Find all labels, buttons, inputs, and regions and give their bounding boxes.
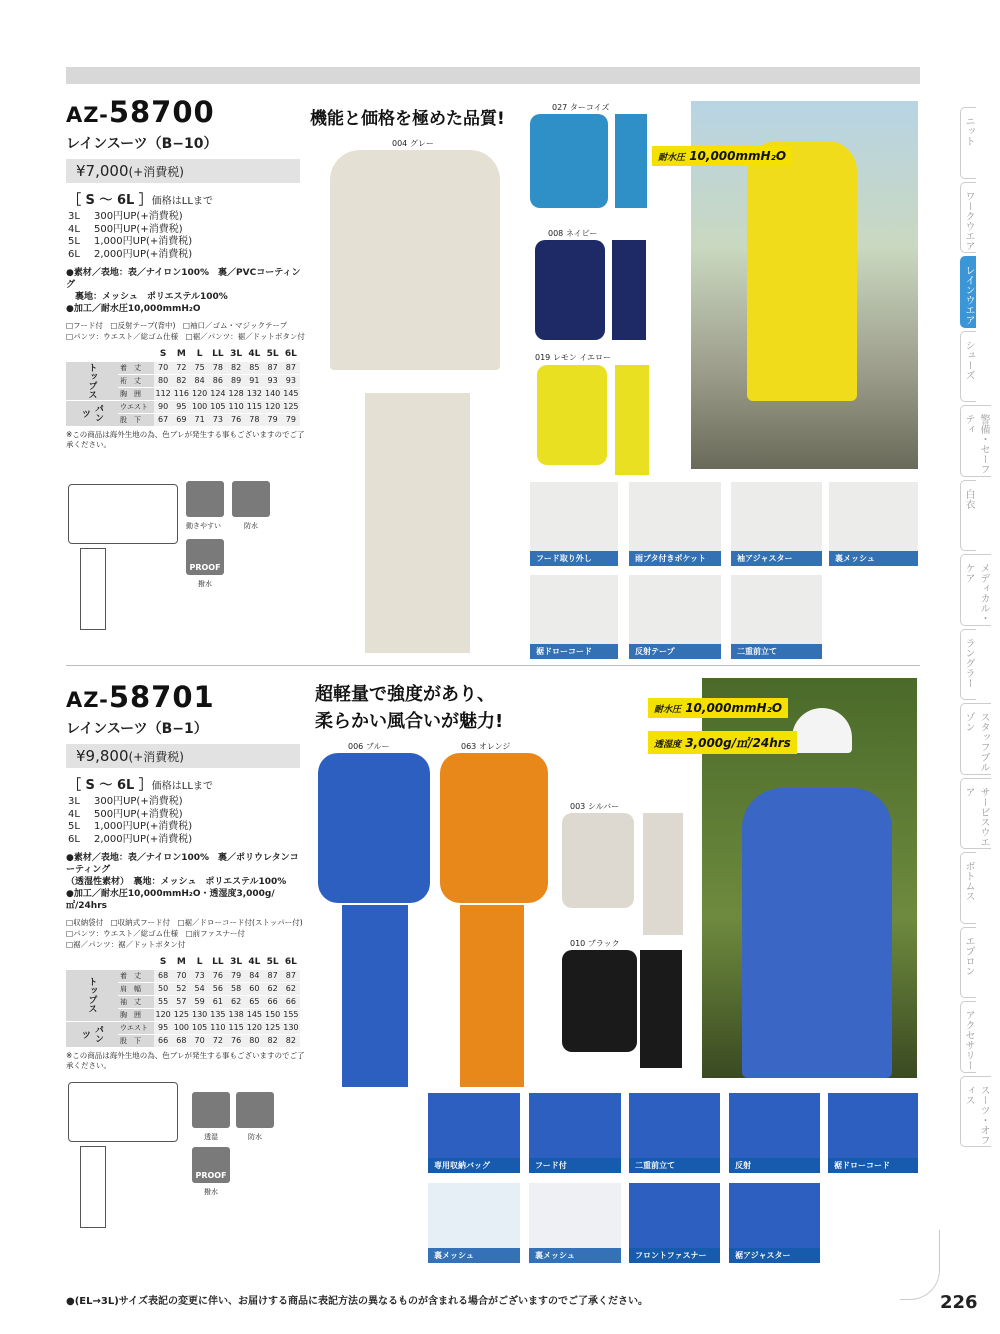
size-header: 5L <box>264 348 282 361</box>
size-header-row <box>66 348 300 361</box>
detail-caption: 反射テープ <box>629 644 721 659</box>
upcharge-size: 4L <box>68 808 80 820</box>
stretch-icon <box>186 481 224 517</box>
detail-thumb <box>629 482 721 566</box>
detail-caption: 反射 <box>729 1158 820 1173</box>
size-cell: 73 <box>209 413 227 426</box>
detail-caption: 二重前立て <box>731 644 822 659</box>
navy-jacket-photo <box>535 240 605 340</box>
detail-thumb <box>530 482 618 566</box>
upcharge-list <box>66 796 306 846</box>
price-bar: ¥9,800(+消費税) <box>66 744 300 768</box>
size-table <box>66 956 300 1048</box>
black-pants-photo <box>640 950 682 1068</box>
size-range: ［ S ～ 6L ］価格はLLまで <box>68 778 213 793</box>
model-number: AZ-58701 <box>66 680 215 714</box>
size-cell: 80 <box>154 374 172 387</box>
detail-caption: 袖アジャスター <box>731 551 822 566</box>
detail-thumb <box>529 1183 621 1263</box>
size-header: 6L <box>282 956 300 969</box>
detail-thumb <box>428 1093 520 1173</box>
size-cell: 110 <box>210 1023 226 1032</box>
size-header-blank <box>118 348 154 361</box>
size-cell: 87 <box>282 361 300 374</box>
yellow-jacket-photo <box>537 365 607 465</box>
size-cell: 87 <box>282 969 300 982</box>
option-line: □裾／パンツ：裾／ドットボタン付 <box>66 940 186 949</box>
size-header: 3L <box>227 956 245 969</box>
breathability-badge: 透湿度 3,000g/㎡/24hrs <box>648 731 797 754</box>
size-cell: 76 <box>227 413 245 426</box>
size-cell: 79 <box>282 413 300 426</box>
section-divider <box>66 665 920 666</box>
size-cell: 130 <box>283 1023 299 1032</box>
page-corner-curve <box>900 1230 940 1300</box>
size-cell: 72 <box>172 361 190 374</box>
size-row-label: 袖 丈 <box>118 995 154 1008</box>
sidenav-tab-2[interactable]: レインウエア <box>960 256 976 328</box>
footer-note: ●(EL→3L)サイズ表記の変更に伴い、お届けする商品に表記方法の異なるものが含まれる場合がございますのでご了承ください。 <box>66 1296 648 1307</box>
upcharge-size: 5L <box>68 821 80 832</box>
size-cell: 145 <box>283 389 299 398</box>
sidenav-tab-5[interactable]: 白衣 <box>960 480 976 552</box>
breathable-label: 透湿 <box>204 1133 218 1141</box>
product-2-info <box>66 680 306 1071</box>
sidenav-tab-3[interactable]: シューズ <box>960 331 976 403</box>
upcharge-size: 4L <box>68 223 80 235</box>
feature-line: ●加工／耐水圧10,000mmH₂O <box>66 304 201 314</box>
size-cell: 138 <box>228 1010 244 1019</box>
size-cell: 65 <box>245 995 263 1008</box>
feature-line: ●加工／耐水圧10,000mmH₂O・透湿度3,000g/㎡/24hrs <box>66 889 275 911</box>
upcharge-size: 5L <box>68 236 80 247</box>
color-label-004: 004 グレー <box>392 139 434 148</box>
size-row <box>66 1021 300 1034</box>
detail-caption: 二重前立て <box>629 1158 720 1173</box>
upcharge-value: 500円UP(+消費税) <box>94 808 183 820</box>
waterproof-icon <box>236 1092 274 1128</box>
orange-jacket-photo <box>440 753 548 903</box>
yellow-pants-photo <box>615 365 649 475</box>
upcharge-size: 6L <box>68 833 80 845</box>
size-group: パンツ <box>66 400 118 426</box>
detail-thumb <box>829 482 918 566</box>
size-cell: 120 <box>191 389 208 398</box>
size-cell: 68 <box>172 1034 190 1047</box>
product-name: レインスーツ（B−10） <box>66 136 218 152</box>
size-header-blank <box>66 956 118 969</box>
size-row-label: 胸 囲 <box>118 387 154 400</box>
size-row-label: 胸 囲 <box>118 1008 154 1021</box>
detail-thumb <box>530 575 618 659</box>
upcharge-value: 2,000円UP(+消費税) <box>94 248 193 260</box>
size-cell: 90 <box>154 400 172 413</box>
detail-caption: 裾ドローコード <box>828 1158 918 1173</box>
size-cell: 62 <box>227 995 245 1008</box>
size-header: L <box>191 956 209 969</box>
sidenav-tab-13[interactable]: スーツ・オフィス <box>960 1076 991 1148</box>
sidenav-tab-8[interactable]: スタッフブルゾン <box>960 703 991 775</box>
size-cell: 60 <box>245 982 263 995</box>
size-row-label: 肩 幅 <box>118 982 154 995</box>
detail-caption: フード付 <box>529 1158 621 1173</box>
size-cell: 61 <box>209 995 227 1008</box>
size-cell: 58 <box>227 982 245 995</box>
size-row <box>66 400 300 413</box>
size-row-label: ウエスト <box>118 400 154 413</box>
size-cell: 78 <box>245 413 263 426</box>
upcharge-size: 3L <box>68 796 80 807</box>
gray-jacket-photo <box>330 150 500 370</box>
size-row-label: ウエスト <box>118 1021 154 1034</box>
size-range: ［ S ～ 6L ］価格はLLまで <box>68 193 213 208</box>
product-name: レインスーツ（B−1） <box>66 721 208 737</box>
option-line: □パンツ：ウエスト／総ゴム仕様 □裾／パンツ：裾／ドットボタン付 <box>66 332 305 341</box>
size-cell: 76 <box>209 969 227 982</box>
size-header: 5L <box>264 956 282 969</box>
upcharge-value: 300円UP(+消費税) <box>94 211 183 222</box>
size-cell: 76 <box>227 1034 245 1047</box>
size-header-blank <box>118 956 154 969</box>
detail-thumb <box>529 1093 621 1173</box>
catchphrase-line-1: 超軽量で強度があり、 <box>315 684 495 705</box>
pants-sketch <box>80 1146 106 1228</box>
feature-line: ●素材／表地：表／ナイロン100% 裏／PVCコーティング <box>66 268 301 290</box>
size-header: M <box>172 348 190 361</box>
sidenav-tab-10[interactable]: ボトムス <box>960 852 976 924</box>
size-cell: 82 <box>172 374 190 387</box>
sidenav-tab-12[interactable]: アクセサリー <box>960 1001 976 1073</box>
size-cell: 59 <box>191 995 209 1008</box>
sidenav-tab-6[interactable]: メディカル・ケア <box>960 554 991 626</box>
size-header: LL <box>209 348 227 361</box>
color-label-006: 006 ブルー <box>348 742 390 751</box>
catchphrase: 機能と価格を極めた品質! <box>310 109 505 129</box>
jacket-sketch <box>68 1082 178 1142</box>
size-cell: 120 <box>155 1010 171 1019</box>
color-label-019: 019 レモン イエロー <box>535 353 612 362</box>
size-cell: 82 <box>282 1034 300 1047</box>
upcharge-value: 500円UP(+消費税) <box>94 223 183 235</box>
sidenav-tab-0[interactable]: ニット <box>960 107 976 179</box>
size-header-row <box>66 956 300 969</box>
upcharge-row <box>68 821 306 834</box>
size-row <box>66 361 300 374</box>
size-cell: 62 <box>264 982 282 995</box>
size-cell: 84 <box>191 374 209 387</box>
size-cell: 66 <box>282 995 300 1008</box>
size-header: 4L <box>245 348 263 361</box>
detail-thumb <box>428 1183 520 1263</box>
proof-label: 撥水 <box>198 580 212 588</box>
size-cell: 124 <box>210 389 226 398</box>
size-cell: 95 <box>154 1021 172 1034</box>
color-label-063: 063 オレンジ <box>461 742 511 751</box>
detail-caption: 裏メッシュ <box>529 1248 621 1263</box>
orange-pants-photo <box>460 905 524 1087</box>
size-cell: 125 <box>283 402 299 411</box>
catchphrase-line-2: 柔らかい風合いが魅力! <box>315 711 504 732</box>
waterproof-label: 防水 <box>244 522 258 530</box>
upcharge-row <box>68 796 306 809</box>
detail-caption: 専用収納バッグ <box>428 1158 520 1173</box>
size-cell: 116 <box>173 389 190 398</box>
jacket-sketch <box>68 484 178 544</box>
size-cell: 66 <box>264 995 282 1008</box>
size-cell: 150 <box>264 1010 281 1019</box>
size-cell: 70 <box>154 361 172 374</box>
size-cell: 62 <box>282 982 300 995</box>
size-cell: 67 <box>154 413 172 426</box>
upcharge-value: 1,000円UP(+消費税) <box>94 821 193 832</box>
detail-caption: 裏メッシュ <box>829 551 918 566</box>
size-cell: 85 <box>245 361 263 374</box>
gray-pants-photo <box>365 393 470 653</box>
water-pressure-badge: 耐水圧 10,000mmH₂O <box>648 698 788 718</box>
sidenav-tab-1[interactable]: ワークウエア <box>960 182 976 254</box>
detail-caption: 裏メッシュ <box>428 1248 520 1263</box>
color-label-010: 010 ブラック <box>570 939 620 948</box>
size-cell: 125 <box>173 1010 190 1019</box>
waterproof-icon <box>232 481 270 517</box>
turquoise-jacket-photo <box>530 114 608 208</box>
upcharge-row <box>68 249 306 262</box>
silver-jacket-photo <box>562 813 634 908</box>
size-cell: 80 <box>245 1034 263 1047</box>
size-cell: 75 <box>191 361 209 374</box>
size-cell: 69 <box>172 413 190 426</box>
size-row-label: 着 丈 <box>118 361 154 374</box>
size-header: LL <box>209 956 227 969</box>
detail-thumb <box>828 1093 918 1173</box>
upcharge-row <box>68 809 306 822</box>
color-label-003: 003 シルバー <box>570 802 620 811</box>
size-header-blank <box>66 348 118 361</box>
size-cell: 110 <box>228 402 244 411</box>
detail-thumb <box>729 1183 820 1263</box>
proof-icon: PROOF <box>192 1147 230 1183</box>
page-number: 226 <box>940 1292 978 1313</box>
size-cell: 115 <box>246 402 263 411</box>
upcharge-value: 1,000円UP(+消費税) <box>94 236 193 247</box>
option-line: □パンツ：ウエスト／総ゴム仕様 □前ファスナー付 <box>66 929 245 938</box>
blue-pants-photo <box>342 905 408 1087</box>
size-row-label: 裄 丈 <box>118 374 154 387</box>
size-group: トップス <box>66 969 118 1021</box>
size-cell: 93 <box>282 374 300 387</box>
sidenav-tab-11[interactable]: エプロン <box>960 927 976 999</box>
turquoise-pants-photo <box>615 114 647 208</box>
feature-list <box>66 267 306 315</box>
option-line: □収納袋付 □収納式フード付 □裾／ドローコード付(ストッパー付) <box>66 918 303 927</box>
detail-thumb <box>729 1093 820 1173</box>
size-cell: 82 <box>264 1034 282 1047</box>
size-cell: 71 <box>191 413 209 426</box>
size-cell: 95 <box>172 400 190 413</box>
size-cell: 73 <box>191 969 209 982</box>
side-navigation <box>960 107 1000 1150</box>
option-list <box>66 320 306 342</box>
size-cell: 89 <box>227 374 245 387</box>
detail-caption: フード取り外し <box>530 551 618 566</box>
size-cell: 100 <box>173 1023 190 1032</box>
upcharge-size: 6L <box>68 248 80 260</box>
upcharge-row <box>68 224 306 237</box>
pants-sketch <box>80 548 106 630</box>
detail-thumb <box>629 1093 720 1173</box>
size-row-label: 着 丈 <box>118 969 154 982</box>
upcharge-size: 3L <box>68 211 80 222</box>
size-cell: 120 <box>264 402 281 411</box>
size-cell: 79 <box>227 969 245 982</box>
feature-line: ●素材／表地：表／ナイロン100% 裏／ポリウレタンコーティング <box>66 853 299 875</box>
size-cell: 52 <box>172 982 190 995</box>
size-cell: 112 <box>155 389 171 398</box>
size-group: パンツ <box>66 1021 118 1047</box>
detail-thumb <box>629 1183 720 1263</box>
size-cell: 86 <box>209 374 227 387</box>
size-header: S <box>154 348 172 361</box>
size-cell: 105 <box>210 402 226 411</box>
upcharge-row <box>68 834 306 847</box>
proof-label: 撥水 <box>204 1188 218 1196</box>
size-cell: 54 <box>191 982 209 995</box>
size-row-label: 股 下 <box>118 1034 154 1047</box>
size-cell: 68 <box>154 969 172 982</box>
proof-icon: PROOF <box>186 539 224 575</box>
size-header: 3L <box>227 348 245 361</box>
detail-thumb <box>731 575 822 659</box>
size-table <box>66 348 300 427</box>
sidenav-tab-7[interactable]: ラングラー <box>960 629 976 701</box>
size-cell: 50 <box>154 982 172 995</box>
water-pressure-badge: 耐水圧 10,000mmH₂O <box>652 146 792 166</box>
product-1-info <box>66 95 306 450</box>
breathable-icon <box>192 1092 230 1128</box>
size-cell: 84 <box>245 969 263 982</box>
size-cell: 78 <box>209 361 227 374</box>
size-row <box>66 969 300 982</box>
option-line: □フード付 □反射テープ(背中) □袖口／ゴム・マジックテープ <box>66 321 288 330</box>
detail-caption: 雨ブタ付きポケット <box>629 551 721 566</box>
size-cell: 70 <box>172 969 190 982</box>
navy-pants-photo <box>612 240 646 340</box>
upcharge-row <box>68 211 306 224</box>
size-cell: 120 <box>246 1023 263 1032</box>
size-group: トップス <box>66 361 118 400</box>
footnote: ※この商品は海外生地の為、色ブレが発生する事もございますのでご了承ください。 <box>66 1050 305 1070</box>
size-header: 6L <box>282 348 300 361</box>
size-cell: 115 <box>228 1023 244 1032</box>
upcharge-list <box>66 211 306 261</box>
size-cell: 100 <box>191 402 208 411</box>
sidenav-tab-9[interactable]: サービスウエア <box>960 778 991 850</box>
size-header: 4L <box>245 956 263 969</box>
feature-line: （透湿性素材） 裏地：メッシュ ポリエステル100% <box>66 877 287 887</box>
size-cell: 91 <box>245 374 263 387</box>
size-cell: 145 <box>246 1010 263 1019</box>
detail-thumb <box>731 482 822 566</box>
size-cell: 140 <box>264 389 281 398</box>
upcharge-value: 2,000円UP(+消費税) <box>94 833 193 845</box>
size-cell: 87 <box>264 969 282 982</box>
size-cell: 128 <box>228 389 244 398</box>
size-header: L <box>191 348 209 361</box>
size-cell: 57 <box>172 995 190 1008</box>
detail-caption: フロントファスナー <box>629 1248 720 1263</box>
feature-list <box>66 852 306 912</box>
color-label-008: 008 ネイビー <box>548 229 598 238</box>
color-label-027: 027 ターコイズ <box>552 103 610 112</box>
size-cell: 155 <box>283 1010 299 1019</box>
upcharge-value: 300円UP(+消費税) <box>94 796 183 807</box>
size-cell: 105 <box>191 1023 208 1032</box>
option-list <box>66 917 306 950</box>
detail-caption: 裾アジャスター <box>729 1248 820 1263</box>
size-cell: 135 <box>210 1010 226 1019</box>
size-cell: 72 <box>209 1034 227 1047</box>
stretch-label: 動きやすい <box>186 522 221 530</box>
size-cell: 56 <box>209 982 227 995</box>
size-cell: 66 <box>154 1034 172 1047</box>
top-bar <box>66 67 920 84</box>
size-cell: 70 <box>191 1034 209 1047</box>
size-cell: 87 <box>264 361 282 374</box>
feature-line: 裏地：メッシュ ポリエステル100% <box>66 292 228 302</box>
footnote: ※この商品は海外生地の為、色ブレが発生する事もございますのでご了承ください。 <box>66 429 305 449</box>
size-cell: 82 <box>227 361 245 374</box>
detail-thumb <box>629 575 721 659</box>
waterproof-label: 防水 <box>248 1133 262 1141</box>
size-cell: 125 <box>264 1023 281 1032</box>
size-header: S <box>154 956 172 969</box>
upcharge-row <box>68 236 306 249</box>
size-cell: 130 <box>191 1010 208 1019</box>
size-cell: 132 <box>246 389 263 398</box>
blue-jacket-photo <box>318 753 430 903</box>
detail-caption: 裾ドローコード <box>530 644 618 659</box>
size-cell: 55 <box>154 995 172 1008</box>
black-jacket-photo <box>562 950 637 1052</box>
size-cell: 93 <box>264 374 282 387</box>
sidenav-tab-4[interactable]: 警備・セーフティ <box>960 405 991 477</box>
size-header: M <box>172 956 190 969</box>
silver-pants-photo <box>643 813 683 935</box>
size-row-label: 股 下 <box>118 413 154 426</box>
size-cell: 79 <box>264 413 282 426</box>
model-number: AZ-58700 <box>66 95 215 129</box>
price-bar: ¥7,000(+消費税) <box>66 159 300 183</box>
